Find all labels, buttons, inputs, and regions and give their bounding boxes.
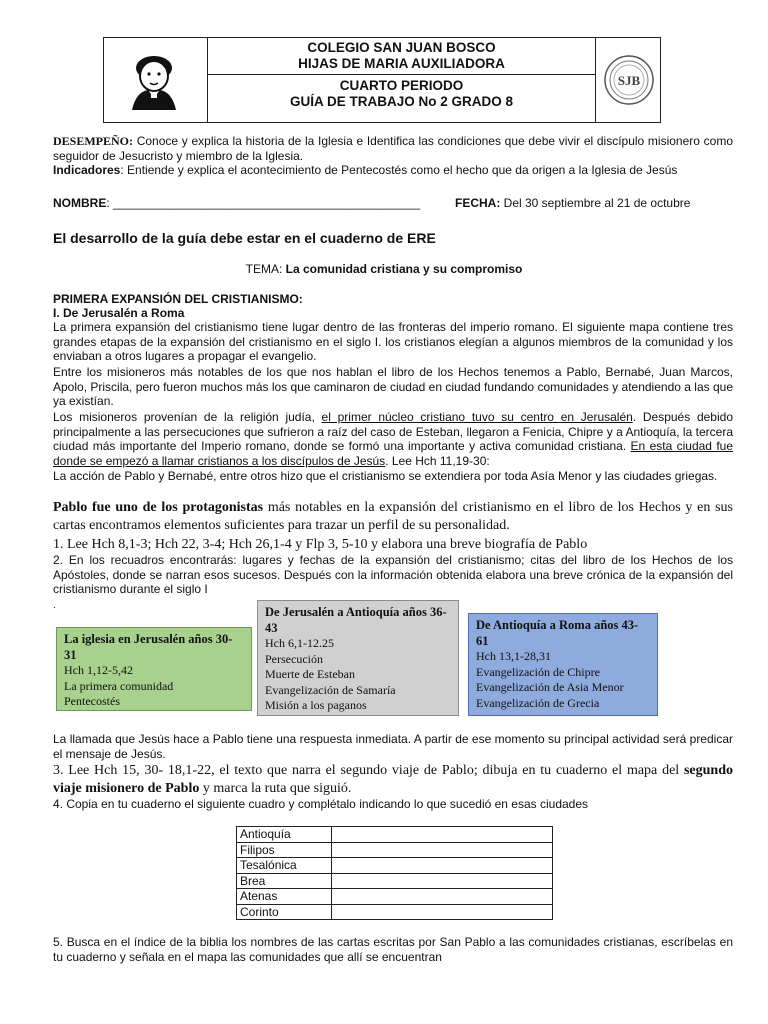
- answer-cell[interactable]: [332, 858, 553, 874]
- paragraph-2: Entre los misioneros más notables de los que nos hablan el libro de los Hechos tenemos a Pablo, Bernabé, Juan Marcos, Apolo, Priscila, pero fueron muchos más los que caminaron de ciudad en ciudad fundando comunidades y atendiendo a las que ya existían.: [53, 365, 733, 408]
- founder-portrait-cell: [104, 38, 208, 122]
- paragraph-6: La llamada que Jesús hace a Pablo tiene una respuesta inmediata. A partir de ese momento su principal actividad será predicar el mensaje de Jesús.: [53, 732, 733, 761]
- stage-box-line: Evangelización de Grecia: [476, 695, 600, 710]
- task-3-text-a: 3. Lee Hch 15, 30- 18,1-22, el texto que narra el segundo viaje de Pablo; dibuja en tu cuaderno el mapa del: [53, 763, 684, 778]
- tema-text: La comunidad cristiana y su compromiso: [285, 262, 523, 276]
- stray-dot: .: [53, 600, 56, 611]
- answer-cell[interactable]: [332, 889, 553, 905]
- table-row: [237, 904, 553, 920]
- table-row: [237, 827, 553, 843]
- tema-label: TEMA:: [245, 262, 286, 276]
- instruction-heading: El desarrollo de la guía debe estar en el cuaderno de ERE: [53, 230, 436, 246]
- stage-box-line: Pentecostés: [64, 694, 120, 708]
- city-cell: Antioquía: [237, 827, 332, 843]
- paragraph-5-rest: más notables en la expansión del cristianismo en el libro de los Hechos y en sus cartas encontramos elementos suficientes para trazar un perfil de su personalidad.: [53, 500, 733, 533]
- answer-cell[interactable]: [332, 827, 553, 843]
- paragraph-3-text-c: . Después debido principalmente a las persecuciones que sufrieron a raíz del caso de Esteban, llegaron a Fenicia, Chipre y a Antioquía, la tercera ciudad más importante del Imperio romano, donde se formó una importante y activa comunidad cristiana.: [53, 410, 733, 453]
- answer-cell[interactable]: [332, 842, 553, 858]
- stage-box-line: Muerte de Esteban: [265, 667, 355, 681]
- task-3-bold: segundo viaje misionero de Pablo: [53, 763, 733, 796]
- indicadores-text: : Entiende y explica el acontecimiento de Pentecostés como el hecho que da origen a la Iglesia de Jesús: [120, 163, 678, 177]
- tema-line: [0, 262, 768, 276]
- paragraph-5: [53, 499, 733, 535]
- indicadores-label: Indicadores: [53, 163, 121, 177]
- stage-box-line: Hch 13,1-28,31: [476, 649, 551, 663]
- nombre-row: [53, 196, 420, 210]
- fecha-row: [455, 196, 690, 210]
- subsection-title: I. De Jerusalén a Roma: [53, 306, 185, 320]
- stage-box-line: Hch 1,12-5,42: [64, 663, 133, 677]
- stage-box-title: De Antioquía a Roma años 43-61: [476, 618, 639, 648]
- table-row: [237, 873, 553, 889]
- indicadores-paragraph: [53, 163, 733, 178]
- paragraph-3-text-a: Los misioneros provenían de la religión judía,: [53, 410, 322, 424]
- city-cell: Tesalónica: [237, 858, 332, 874]
- nombre-line[interactable]: : ______________________________________________: [106, 196, 421, 210]
- stage-box-jerusalen: [56, 627, 252, 711]
- stage-box-line: Evangelización de Asia Menor: [476, 680, 624, 694]
- paragraph-1: La primera expansión del cristianismo tiene lugar dentro de las fronteras del imperio romano. El siguiente mapa contiene tres grandes etapas de la expansión del cristianismo en el siglo I. los cristianos elegían a algunos miembros de la comunidad y los enviaban a otros lugares a propagar el evangelio.: [53, 320, 733, 363]
- stage-box-line: Evangelización de Chipre: [476, 664, 600, 679]
- school-seal-icon: [596, 38, 660, 122]
- school-subtitle: HIJAS DE MARIA AUXILIADORA: [298, 56, 505, 71]
- fecha-text: Del 30 septiembre al 21 de octubre: [500, 196, 691, 210]
- stage-box-line: Hch 6,1-12.25: [265, 636, 334, 650]
- nombre-label: NOMBRE: [53, 196, 107, 210]
- desempeno-paragraph: [53, 134, 733, 163]
- answer-cell[interactable]: [332, 873, 553, 889]
- period-title: CUARTO PERIODO: [339, 78, 464, 93]
- school-name: COLEGIO SAN JUAN BOSCO: [307, 40, 496, 55]
- task-5: 5. Busca en el índice de la biblia los nombres de las cartas escritas por San Pablo a las comunidades cristianas, escríbelas en tu cuaderno y señala en el mapa las comunidades que allí se encuentran: [53, 935, 733, 964]
- city-cell: Brea: [237, 873, 332, 889]
- desempeno-text: Conoce y explica la historia de la Iglesia e Identifica las condiciones que debe vivir el discípulo misionero como seguidor de Jesucristo y miembro de la Iglesia.: [53, 134, 733, 163]
- task-3-text-c: y marca la ruta que siguió.: [199, 781, 352, 796]
- paragraph-3-underline-1: el primer núcleo cristiano tuvo su centro en Jerusalén: [321, 410, 633, 424]
- fecha-label: FECHA:: [455, 196, 501, 210]
- paragraph-3-underline-2: En esta ciudad fue donde se empezó a llamar cristianos a los discípulos de Jesús: [53, 439, 734, 468]
- table-row: [237, 858, 553, 874]
- stage-box-antioquia: [257, 600, 459, 716]
- paragraph-3-text-e: . Lee Hch 11,19-30:: [385, 453, 490, 468]
- section-title: PRIMERA EXPANSIÓN DEL CRISTIANISMO:: [53, 292, 303, 306]
- stage-box-line: Misión a los paganos: [265, 698, 367, 712]
- answer-cell[interactable]: [332, 904, 553, 920]
- school-seal-cell: [596, 38, 660, 122]
- table-row: [237, 842, 553, 858]
- city-cell: Filipos: [237, 842, 332, 858]
- guide-title: GUÍA DE TRABAJO No 2 GRADO 8: [289, 94, 514, 109]
- table-row: [237, 889, 553, 905]
- stage-box-roma: [468, 613, 658, 716]
- city-cell: Corinto: [237, 904, 332, 920]
- paragraph-5-bold: Pablo fue uno de los protagonistas: [53, 500, 264, 515]
- desempeno-label: DESEMPEÑO:: [53, 134, 134, 148]
- cities-table: [236, 826, 553, 920]
- stage-box-title: De Jerusalén a Antioquía años 36-43: [265, 605, 447, 635]
- stage-box-line: Evangelización de Samaría: [265, 682, 396, 697]
- founder-portrait-icon: [104, 38, 207, 122]
- task-1: 1. Lee Hch 8,1-3; Hch 22, 3-4; Hch 26,1-4 y Flp 3, 5-10 y elabora una breve biografía de Pablo: [53, 537, 588, 552]
- stage-box-line: Persecución: [265, 651, 323, 666]
- task-2: 2. En los recuadros encontrarás: lugares y fechas de la expansión del cristianismo; citas del libro de los Hechos de los Apóstoles, donde se narran esos sucesos. Después con la información obtenida elabora una breve crónica de la expansión del cristianismo durante el siglo I: [53, 553, 733, 596]
- seal-text: SJB: [617, 73, 641, 88]
- paragraph-4: La acción de Pablo y Bernabé, entre otros hizo que el cristianismo se extendiera por toda Asía Menor y las ciudades griegas.: [53, 469, 718, 483]
- header-title-cell: [208, 38, 596, 122]
- header-table: [103, 37, 661, 123]
- task-3: [53, 762, 733, 798]
- stage-box-line: La primera comunidad: [64, 678, 174, 693]
- task-4: 4. Copia en tu cuaderno el siguiente cuadro y complétalo indicando lo que sucedió en esas ciudades: [53, 797, 589, 811]
- paragraph-3: [53, 410, 733, 468]
- city-cell: Atenas: [237, 889, 332, 905]
- stage-box-title: La iglesia en Jerusalén años 30-31: [64, 632, 233, 662]
